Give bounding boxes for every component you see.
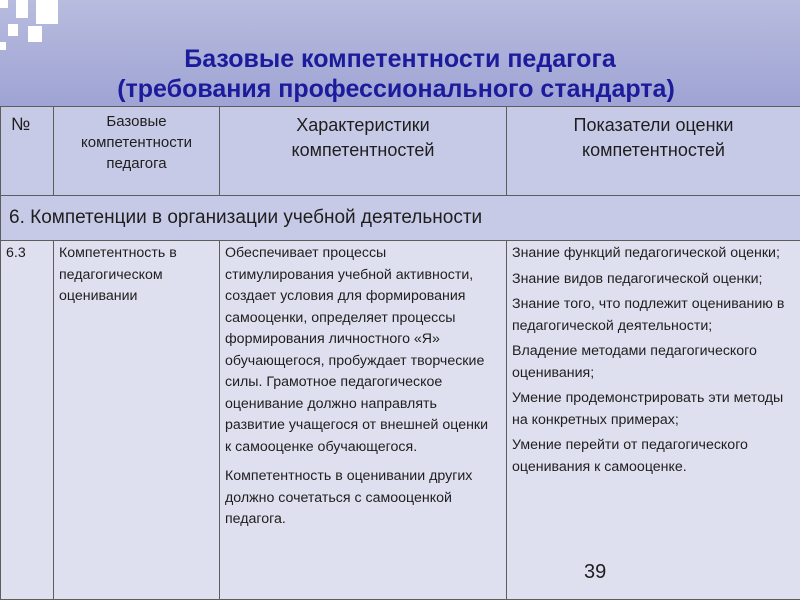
characteristics-paragraph: Обеспечивает процессы стимулирования учебной активности, создает условия для формирования самооценки, определяет процессы формирования личностного «Я» обучающегося, пробуждает творческие силы. Грамотное педагогическое оценивание должно направлять развитие учащегося от внешней оценки к самооценке обучающегося.	[225, 245, 489, 455]
title-line-1: Базовые компетентности педагога	[184, 45, 616, 73]
indicator-item: Знание того, что подлежит оцениванию в педагогической деятельности;	[512, 296, 785, 334]
header-indicators: Показатели оценки компетентностей	[507, 107, 800, 196]
decor-square	[28, 26, 42, 42]
row-characteristics	[220, 241, 507, 600]
indicator-item: Владение методами педагогического оценивания;	[512, 343, 757, 381]
table-row	[1, 241, 800, 600]
indicator-item: Умение перейти от педагогического оценивания к самооценке.	[512, 437, 748, 475]
characteristics-paragraph: Компетентность в оценивании других должно сочетаться с самооценкой педагога.	[225, 468, 473, 527]
page-number: 39	[584, 561, 607, 583]
title-line-2: (требования профессионального стандарта)	[117, 75, 675, 103]
row-competence: Компетентность в педагогическом оценивании	[54, 241, 220, 600]
table-header-row	[1, 107, 800, 196]
header-num: №	[1, 107, 54, 196]
section-title: 6. Компетенции в организации учебной деятельности	[1, 196, 800, 241]
header-base-competences: Базовые компетентности педагога	[54, 107, 220, 196]
decor-square	[36, 0, 58, 24]
indicator-item: Умение продемонстрировать эти методы на конкретных примерах;	[512, 390, 784, 428]
decor-square	[8, 24, 18, 36]
header-characteristics: Характеристики компетентностей	[220, 107, 507, 196]
decor-square	[16, 0, 28, 18]
indicator-item: Знание видов педагогической оценки;	[512, 270, 763, 287]
decor-square	[0, 0, 8, 8]
page-title	[0, 44, 800, 104]
row-indicators	[507, 241, 800, 600]
indicator-item: Знание функций педагогической оценки;	[512, 245, 780, 261]
row-num: 6.3	[1, 241, 54, 600]
competence-table	[0, 106, 800, 600]
section-row	[1, 196, 800, 241]
